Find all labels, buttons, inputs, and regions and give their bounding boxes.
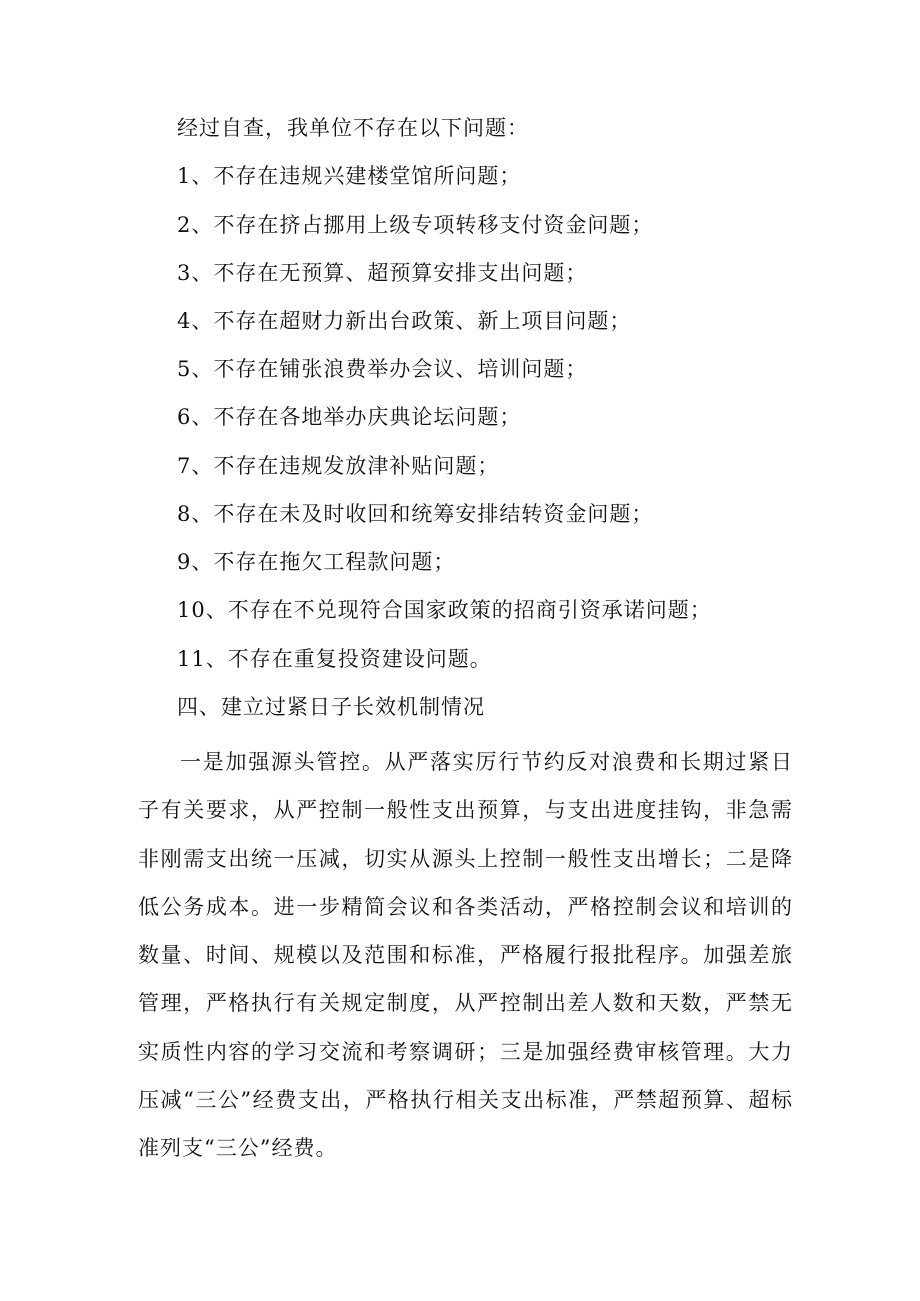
intro-line: 经过自查，我单位不存在以下问题： (177, 116, 529, 140)
list-item: 11、不存在重复投资建设问题。 (177, 647, 492, 671)
list-item: 6、不存在各地举办庆典论坛问题； (177, 405, 522, 429)
list-item: 10、不存在不兑现符合国家政策的招商引资承诺问题； (177, 598, 712, 622)
list-item: 4、不存在超财力新出台政策、新上项目问题； (177, 309, 632, 333)
body-paragraph: 一是加强源头管控。从严落实厉行节约反对浪费和长期过紧日子有关要求，从严控制一般性支出预算，与支出进度挂钩，非急需非刚需支出统一压减，切实从源头上控制一般性支出增长；二是降低公务成本。进一步精简会议和各类活动，严格控制会议和培训的数量、时间、规模以及范围和标准，严格履行报批程序。加强差旅管理，严格执行有关规定制度，从严控制出差人数和天数，严禁无实质性内容的学习交流和考察调研；三是加强经费审核管理。大力压减“三公”经费支出，严格执行相关支出标准，严禁超预算、超标准列支“三公”经费。 (138, 750, 793, 1161)
list-item: 3、不存在无预算、超预算安排支出问题； (177, 261, 588, 285)
list-item: 2、不存在挤占挪用上级专项转移支付资金问题； (177, 213, 654, 237)
list-item: 8、不存在未及时收回和统筹安排结转资金问题； (177, 502, 654, 526)
list-item: 7、不存在违规发放津补贴问题； (177, 454, 500, 478)
list-item: 5、不存在铺张浪费举办会议、培训问题； (177, 357, 588, 381)
section-heading: 四、建立过紧日子长效机制情况 (177, 695, 485, 719)
list-item: 1、不存在违规兴建楼堂馆所问题； (177, 164, 522, 188)
list-item: 9、不存在拖欠工程款问题； (177, 550, 456, 574)
